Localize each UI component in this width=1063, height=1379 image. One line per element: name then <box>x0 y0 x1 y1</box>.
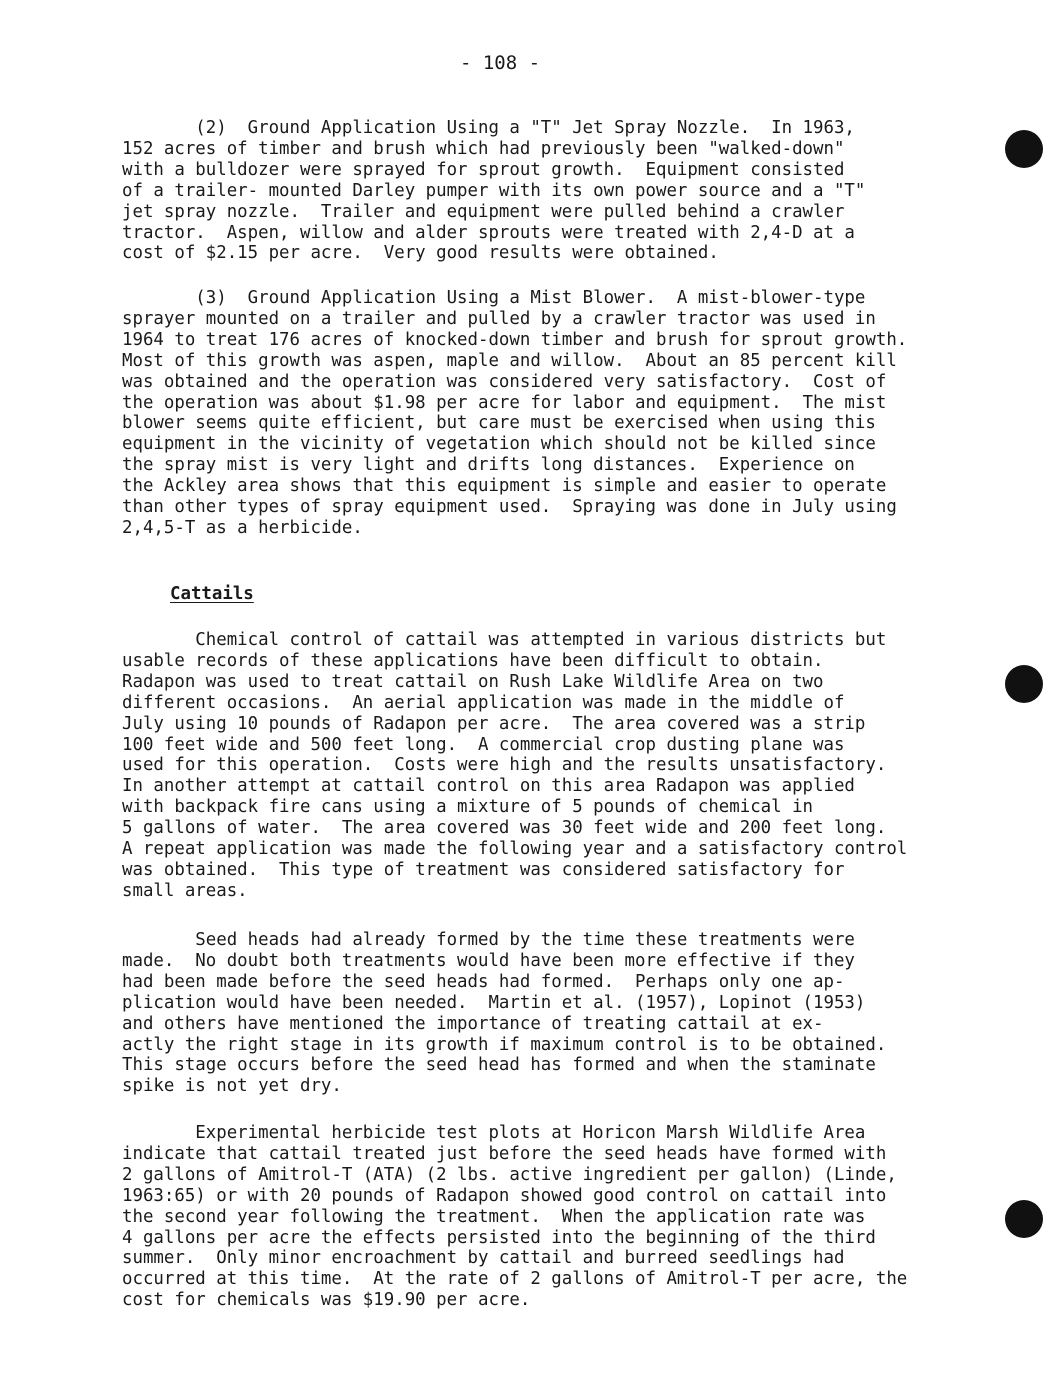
paragraph-ground-application-t-jet: (2) Ground Application Using a "T" Jet Spray Nozzle. In 1963, 152 acres of timber and brush which had previously been "walked-down" with a bulldozer were sprayed for sprout growth. Equipment consisted of a trailer- mounted Darley pumper with its own power source and a "T" jet spray nozzle. Trailer and equipment were pulled behind a crawler tractor. Aspen, willow and alder sprouts were treated with 2,4-D at a cost of $2.15 per acre. Very good results were obtained. <box>122 118 866 264</box>
paragraph-mist-blower: (3) Ground Application Using a Mist Blower. A mist-blower-type sprayer mounted on a trailer and pulled by a crawler tractor was used in 1964 to treat 176 acres of knocked-down timber and brush for sprout growth. Most of this growth was aspen, maple and willow. About an 85 percent kill was obtained and the operation was considered very satisfactory. Cost of the operation was about $1.98 per acre for labor and equipment. The mist blower seems quite efficient, but care must be exercised when using this equipment in the vicinity of vegetation which should not be killed since the spray mist is very light and drifts long distances. Experience on the Ackley area shows that this equipment is simple and easier to operate than other types of spray equipment used. Spraying was done in July using 2,4,5-T as a herbicide. <box>122 288 908 538</box>
paragraph-experimental-plots: Experimental herbicide test plots at Horicon Marsh Wildlife Area indicate that cattail treated just before the seed heads have formed with 2 gallons of Amitrol-T (ATA) (2 lbs. active ingredient per gallon) (Linde, 1963:65) or with 20 pounds of Radapon showed good control on cattail into the second year following the treatment. When the application rate was 4 gallons per acre the effects persisted into the beginning of the third summer. Only minor encroachment by cattail and burreed seedlings had occurred at this time. At the rate of 2 gallons of Amitrol-T per acre, the cost for chemicals was $19.90 per acre. <box>122 1123 908 1311</box>
punch-hole-top <box>1005 130 1043 168</box>
section-heading-cattails: Cattails <box>170 584 254 604</box>
punch-hole-middle <box>1005 665 1043 703</box>
paragraph-chemical-control-cattail: Chemical control of cattail was attempted in various districts but usable records of these applications have been difficult to obtain. Radapon was used to treat cattail on Rush Lake Wildlife Area on two different occasions. An aerial application was made in the middle of July using 10 pounds of Radapon per acre. The area covered was a strip 100 feet wide and 500 feet long. A commercial crop dusting plane was used for this operation. Costs were high and the results unsatisfactory. In another attempt at cattail control on this area Radapon was applied with backpack fire cans using a mixture of 5 pounds of chemical in 5 gallons of water. The area covered was 30 feet wide and 200 feet long. A repeat application was made the following year and a satisfactory control was obtained. This type of treatment was considered satisfactory for small areas. <box>122 630 908 901</box>
punch-hole-bottom <box>1005 1200 1043 1238</box>
page-number: - 108 - <box>459 52 541 74</box>
paragraph-seed-heads: Seed heads had already formed by the time these treatments were made. No doubt both treatments would have been more effective if they had been made before the seed heads had formed. Perhaps only one ap- plication would have been needed. Martin et al. (1957), Lopinot (1953) and others have mentioned the importance of treating cattail at ex- actly the right stage in its growth if maximum control is to be obtained. This stage occurs before the seed head has formed and when the staminate spike is not yet dry. <box>122 930 887 1097</box>
